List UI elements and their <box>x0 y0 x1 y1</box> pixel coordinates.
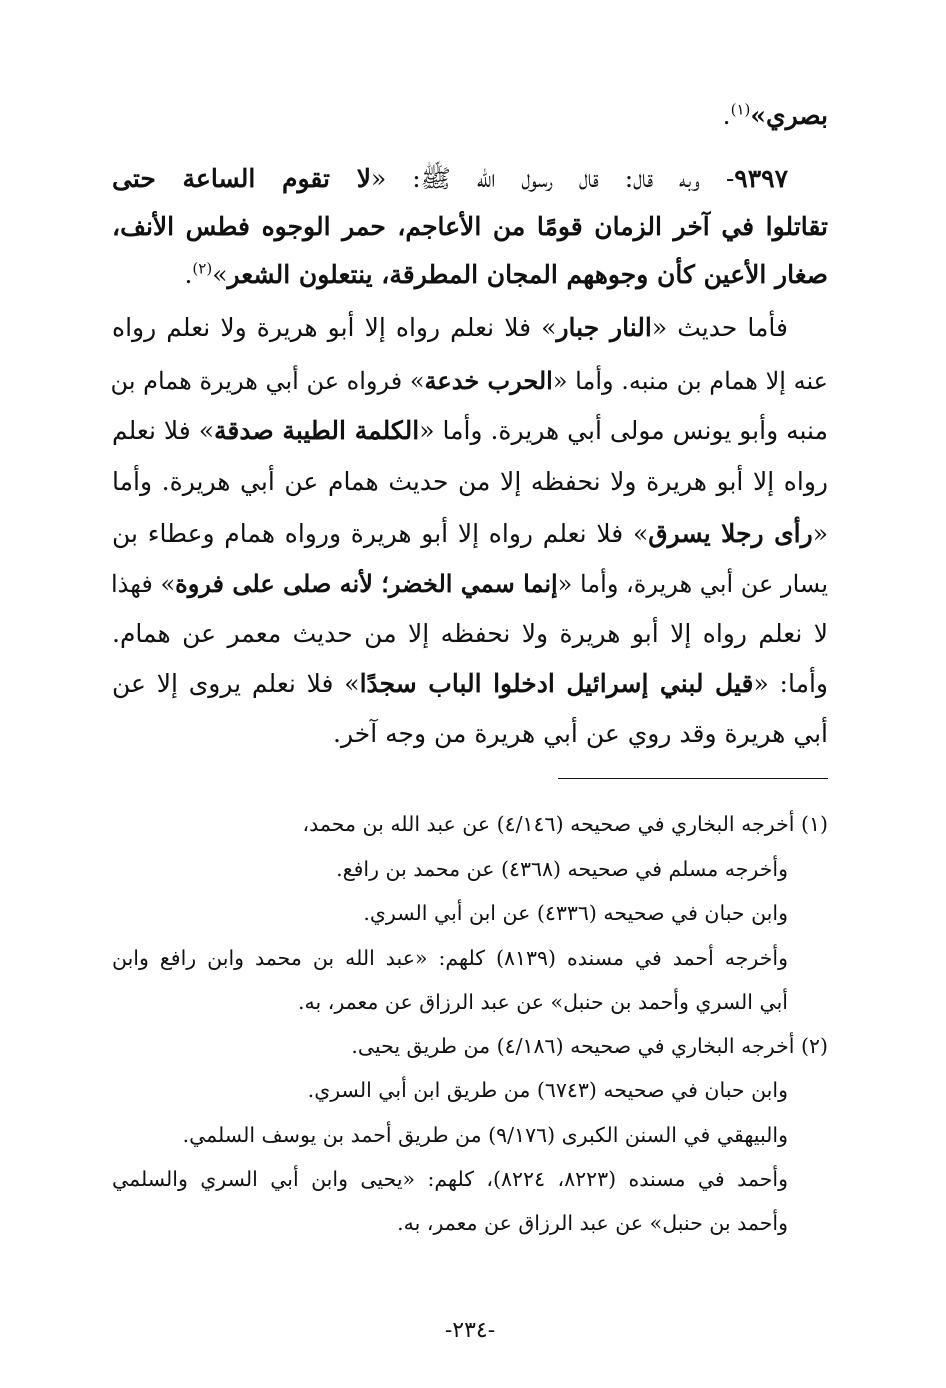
paragraph-line-1: فأما حديث «النار جبار» فلا نعلم رواه إلا أبو هريرة ولا نعلم رواه <box>112 313 788 342</box>
footnote-ref-1: (١) <box>730 100 751 119</box>
paragraph-line-7: لا نعلم رواه إلا أبو هريرة ولا نحفظه إلا من حديث معمر عن همام. <box>112 619 828 648</box>
footnote-1-line-5: أبي السري وأحمد بن حنبل» عن عبد الرزاق عن معمر، به. <box>297 990 788 1014</box>
paragraph-line-4: رواه إلا أبو هريرة ولا نحفظه إلا من حديث همام عن أبي هريرة. وأما <box>112 467 828 496</box>
hadith-number: ٩٣٩٧ <box>734 164 788 193</box>
paragraph-line-9: أبي هريرة وقد روي عن أبي هريرة من وجه آخر. <box>333 719 828 748</box>
paragraph-line-8: وأما: «قيل لبني إسرائيل ادخلوا الباب سجدًا» فلا نعلم يروى إلا عن <box>112 669 828 698</box>
book-page <box>112 0 828 1388</box>
footnote-2-line-2: وابن حبان في صحيحه (٦٧٤٣) من طريق ابن أبي السري. <box>307 1078 788 1102</box>
hadith-line-1: ٩٣٩٧- وبه قال: قال رسول الله ﷺ: «لا تقوم الساعة حتى <box>112 164 788 193</box>
footnote-2-line-4: وأحمد في مسنده (٨٢٢٣، ٨٢٢٤)، كلهم: «يحيى وابن أبي السري والسلمي <box>112 1167 788 1191</box>
footnote-1-line-2: وأخرجه مسلم في صحيحه (٤٣٦٨) عن محمد بن رافع. <box>336 857 788 881</box>
paragraph-line-6: يسار عن أبي هريرة، وأما «إنما سمي الخضر؛ لأنه صلى على فروة» فهذا <box>111 569 828 598</box>
quote-end: بصري» <box>750 101 828 130</box>
footnote-2-line-5: وأحمد بن حنبل» عن عبد الرزاق عن معمر، به. <box>397 1211 788 1235</box>
hadith-line-2: تقاتلوا في آخر الزمان قومًا من الأعاجم، حمر الوجوه فطس الأنف، <box>112 212 828 241</box>
footnote-2: (٢) أخرجه البخاري في صحيحه (٤/١٨٦) من طريق يحيى. <box>351 1034 828 1058</box>
footnote-separator <box>558 778 828 779</box>
paragraph-line-2: عنه إلا همام بن منبه. وأما «الحرب خدعة» فرواه عن أبي هريرة همام بن <box>110 366 828 395</box>
paragraph-line-5: «رأى رجلا يسرق» فلا نعلم رواه إلا أبو هريرة ورواه همام وعطاء بن <box>112 519 828 548</box>
footnote-1-line-3: وابن حبان في صحيحه (٤٣٣٦) عن ابن أبي السري. <box>363 901 788 925</box>
hadith-line-3: صغار الأعين كأن وجوههم المجان المطرقة، ينتعلون الشعر»$^{(٢)}$. <box>184 259 828 289</box>
paragraph-line-3: منبه وأبو يونس مولى أبي هريرة. وأما «الكلمة الطيبة صدقة» فلا نعلم <box>112 416 828 445</box>
footnote-1-line-4: وأخرجه أحمد في مسنده (٨١٣٩) كلهم: «عبد الله بن محمد وابن رافع وابن <box>112 946 788 970</box>
footnote-1: (١) أخرجه البخاري في صحيحه (٤/١٤٦) عن عبد الله بن محمد، <box>302 812 828 836</box>
footnote-2-line-3: والبيهقي في السنن الكبرى (٩/١٧٦) من طريق أحمد بن يوسف السلمي. <box>182 1123 788 1147</box>
page-number: -٢٣٤- <box>444 1318 496 1343</box>
footnote-ref-2: (٢) <box>192 259 213 278</box>
text-line-1: بصري»$^{(١)}$. <box>722 100 828 130</box>
